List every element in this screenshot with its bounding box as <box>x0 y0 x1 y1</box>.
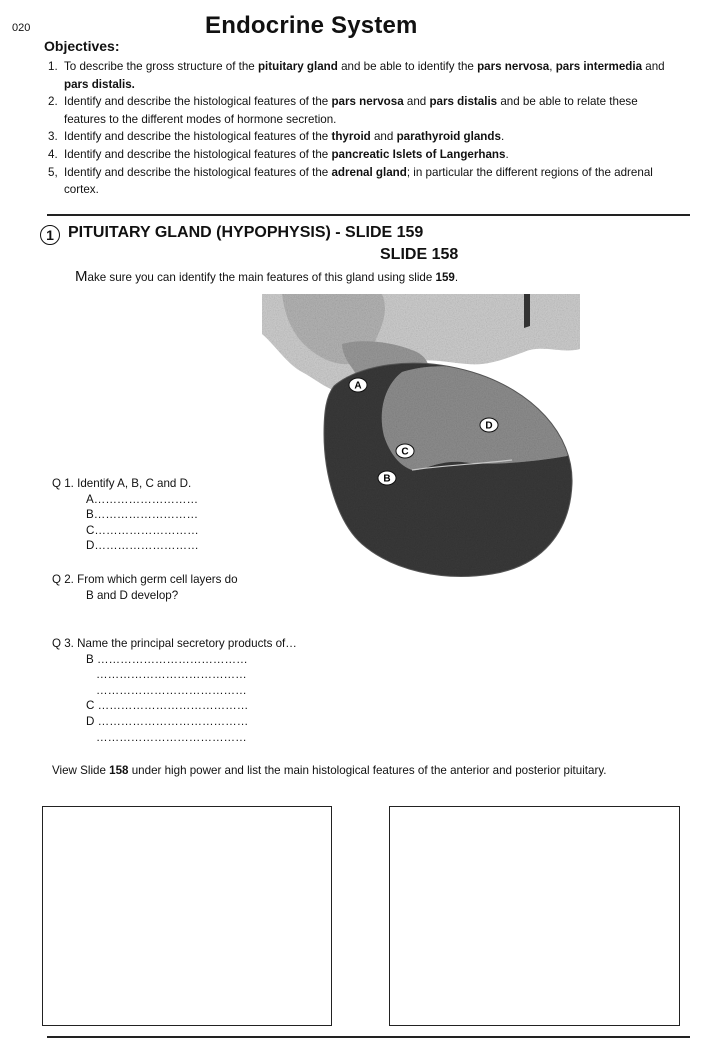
objective-item <box>48 58 678 93</box>
objective-text: . <box>500 130 505 144</box>
label-a-marker <box>349 378 367 392</box>
objective-keyword: pars distalis. <box>64 77 135 91</box>
label-d: D <box>485 420 493 432</box>
label-d-marker <box>480 418 498 432</box>
section-instruction <box>75 268 458 285</box>
question-3-answer-line[interactable]: B ………………………………… <box>86 652 248 666</box>
answer-line-b[interactable]: B……………………… <box>86 508 199 522</box>
question-3-answer-line[interactable]: ………………………………… <box>96 730 247 744</box>
objective-text: Identify and describe the histological features of the <box>64 95 332 109</box>
objective-text: and <box>403 95 430 109</box>
objective-text: To describe the gross structure of the <box>64 60 258 73</box>
objective-keyword: pancreatic Islets of Langerhans <box>331 147 506 161</box>
objective-text: Identify and describe the histological features of the <box>64 147 332 161</box>
page-title: Endocrine System <box>205 12 418 39</box>
question-2 <box>52 572 238 603</box>
page-bottom-divider <box>47 1036 690 1038</box>
answer-line-a[interactable]: A……………………… <box>86 492 199 506</box>
objective-keyword: parathyroid glands <box>396 130 501 144</box>
instruction-slide-number: 159 <box>435 271 455 284</box>
objective-item <box>48 164 678 199</box>
objective-keyword: pars distalis <box>429 95 498 109</box>
question-3-answer-line[interactable]: ………………………………… <box>96 683 247 697</box>
objective-number: 3. <box>48 130 58 144</box>
objective-text: and <box>370 130 397 144</box>
section-number-badge: 1 <box>40 225 60 245</box>
objective-text: and <box>642 60 665 73</box>
objective-item <box>48 93 678 128</box>
question-3-answer-line[interactable]: D ………………………………… <box>86 714 249 728</box>
objective-number: 1. <box>48 60 58 73</box>
objective-item <box>48 128 678 146</box>
instruction-initial: M <box>75 268 88 285</box>
instruction-end: . <box>454 271 459 284</box>
objective-text: and be able to identify the <box>337 60 478 73</box>
section-subtitle: SLIDE 158 <box>380 246 459 263</box>
label-b: B <box>383 473 391 485</box>
objective-text: , <box>549 60 556 73</box>
objective-keyword: pars nervosa <box>477 60 550 73</box>
objective-text: . <box>505 147 509 161</box>
answer-line-c[interactable]: C……………………… <box>86 523 199 537</box>
label-b-marker <box>378 471 396 485</box>
objectives-list <box>48 58 678 199</box>
view-instruction-slide: 158 <box>109 764 129 777</box>
objective-number: 2. <box>48 95 58 109</box>
objective-keyword: thyroid <box>331 130 371 144</box>
objective-keyword: adrenal gland <box>331 165 407 179</box>
objective-text: Identify and describe the histological features of the <box>64 165 332 179</box>
question-3-answer-line[interactable]: ………………………………… <box>96 668 247 682</box>
view-instruction-pre: View Slide <box>52 764 110 777</box>
question-3-answer-line[interactable]: C ………………………………… <box>86 699 249 713</box>
label-c: C <box>401 446 409 458</box>
answer-line-d[interactable]: D……………………… <box>86 539 199 553</box>
page-number: 020 <box>12 22 31 34</box>
label-c-marker <box>396 444 414 458</box>
section-title: PITUITARY GLAND (HYPOPHYSIS) - SLIDE 159 <box>68 224 424 241</box>
objective-number: 4. <box>48 147 58 161</box>
question-1 <box>52 476 199 554</box>
question-3-prompt: Q 3. Name the principal secretory products of… <box>52 637 297 650</box>
objective-text: Identify and describe the histological features of the <box>64 130 332 144</box>
answer-box-anterior[interactable] <box>42 806 332 1026</box>
objective-text: ; in particular the different regions of the adrenal cortex. <box>64 165 653 197</box>
view-instruction-post: under high power and list the main histological features of the anterior and posterior pituitary. <box>128 764 607 777</box>
label-a: A <box>354 380 362 392</box>
view-slide-instruction <box>52 764 606 777</box>
objective-keyword: pars intermedia <box>555 60 643 73</box>
objective-number: 5, <box>48 165 58 179</box>
question-3-answer-lines <box>52 652 297 746</box>
question-2-prompt: Q 2. From which germ cell layers do <box>52 573 238 586</box>
objective-keyword: pars nervosa <box>331 95 404 109</box>
objective-keyword: pituitary gland <box>257 60 338 73</box>
objective-text: and be able to relate these features to the different modes of hormone secretion. <box>64 95 638 126</box>
question-3 <box>52 636 297 745</box>
objectives-heading: Objectives: <box>44 38 120 54</box>
objective-item <box>48 146 678 164</box>
pituitary-micrograph <box>262 294 580 579</box>
section-divider <box>47 214 690 216</box>
answer-box-posterior[interactable] <box>389 806 680 1026</box>
instruction-text: ake sure you can identify the main features of this gland using slide <box>87 271 436 284</box>
question-2-continuation: B and D develop? <box>86 588 179 602</box>
question-1-prompt: Q 1. Identify A, B, C and D. <box>52 477 192 490</box>
